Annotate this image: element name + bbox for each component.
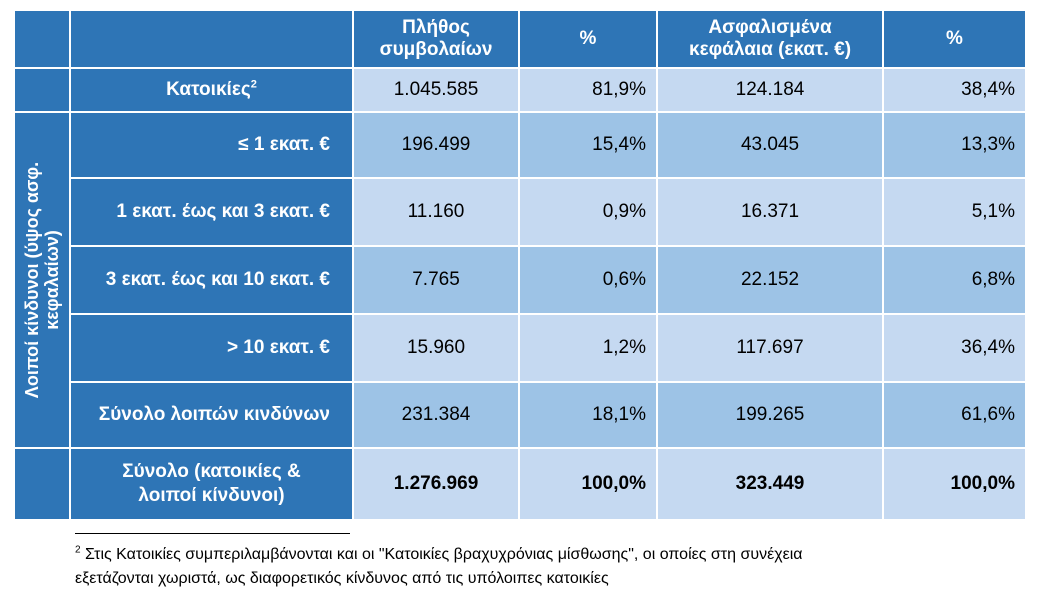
cell-pct-policies: 15,4% xyxy=(519,112,657,178)
table-row xyxy=(14,68,1026,112)
cell-policies: 231.384 xyxy=(353,382,519,448)
header-policies: Πλήθος συμβολαίων xyxy=(353,10,519,68)
row-label: Κατοικίες$^2$ xyxy=(70,68,353,112)
footnote-line-2: εξετάζονται χωριστά, ως διαφορετικός κίνδυνος από τις υπόλοιπες κατοικίες xyxy=(75,570,609,587)
vertical-group-label: Λοιποί κίνδυνοι (ύψος ασφ. κεφαλαίων) xyxy=(14,112,70,448)
cell-pct-capital: 38,4% xyxy=(883,68,1026,112)
cell-policies: 7.765 xyxy=(353,246,519,314)
row-stub xyxy=(14,448,70,520)
header-corner xyxy=(14,10,70,68)
table-row xyxy=(14,382,1026,448)
header-pct-policies: % xyxy=(519,10,657,68)
cell-pct-capital: 13,3% xyxy=(883,112,1026,178)
total-row xyxy=(14,448,1026,520)
cell-pct-policies: 81,9% xyxy=(519,68,657,112)
cell-pct-capital: 5,1% xyxy=(883,178,1026,246)
cell-capital: 124.184 xyxy=(657,68,883,112)
cell-policies: 196.499 xyxy=(353,112,519,178)
cell-pct-policies: 18,1% xyxy=(519,382,657,448)
table-row xyxy=(14,112,1026,178)
row-label: Σύνολο λοιπών κινδύνων xyxy=(70,382,353,448)
row-label: > 10 εκατ. € xyxy=(70,314,353,382)
header-capital: Ασφαλισμένα κεφάλαια (εκατ. €) xyxy=(657,10,883,68)
cell-capital: 117.697 xyxy=(657,314,883,382)
table-row xyxy=(14,178,1026,246)
cell-capital: 199.265 xyxy=(657,382,883,448)
row-stub xyxy=(14,68,70,112)
cell-pct-capital: 61,6% xyxy=(883,382,1026,448)
cell-pct-capital: 36,4% xyxy=(883,314,1026,382)
cell-policies: 11.160 xyxy=(353,178,519,246)
cell-capital: 22.152 xyxy=(657,246,883,314)
insurance-table xyxy=(13,9,1027,521)
footnote-divider xyxy=(75,533,350,534)
cell-capital: 323.449 xyxy=(657,448,883,520)
row-label: ≤ 1 εκατ. € xyxy=(70,112,353,178)
footnote-line-1: Στις Κατοικίες συμπεριλαμβάνονται και οι "Κατοικίες βραχυχρόνιας μίσθωσης", οι οποίες στη συνέχεια xyxy=(85,546,803,563)
cell-policies: 1.045.585 xyxy=(353,68,519,112)
cell-pct-policies: 0,6% xyxy=(519,246,657,314)
cell-policies: 1.276.969 xyxy=(353,448,519,520)
table-row xyxy=(14,314,1026,382)
cell-pct-policies: 0,9% xyxy=(519,178,657,246)
header-row xyxy=(14,10,1026,68)
table-row xyxy=(14,246,1026,314)
footnote-marker: 2 xyxy=(75,544,81,556)
row-label: 1 εκατ. έως και 3 εκατ. € xyxy=(70,178,353,246)
cell-capital: 43.045 xyxy=(657,112,883,178)
footnote xyxy=(75,543,975,591)
cell-policies: 15.960 xyxy=(353,314,519,382)
header-corner-label xyxy=(70,10,353,68)
row-label: Σύνολο (κατοικίες & λοιποί κίνδυνοι) xyxy=(70,448,353,520)
header-pct-capital: % xyxy=(883,10,1026,68)
cell-pct-policies: 1,2% xyxy=(519,314,657,382)
cell-pct-policies: 100,0% xyxy=(519,448,657,520)
row-label: 3 εκατ. έως και 10 εκατ. € xyxy=(70,246,353,314)
cell-capital: 16.371 xyxy=(657,178,883,246)
cell-pct-capital: 100,0% xyxy=(883,448,1026,520)
cell-pct-capital: 6,8% xyxy=(883,246,1026,314)
